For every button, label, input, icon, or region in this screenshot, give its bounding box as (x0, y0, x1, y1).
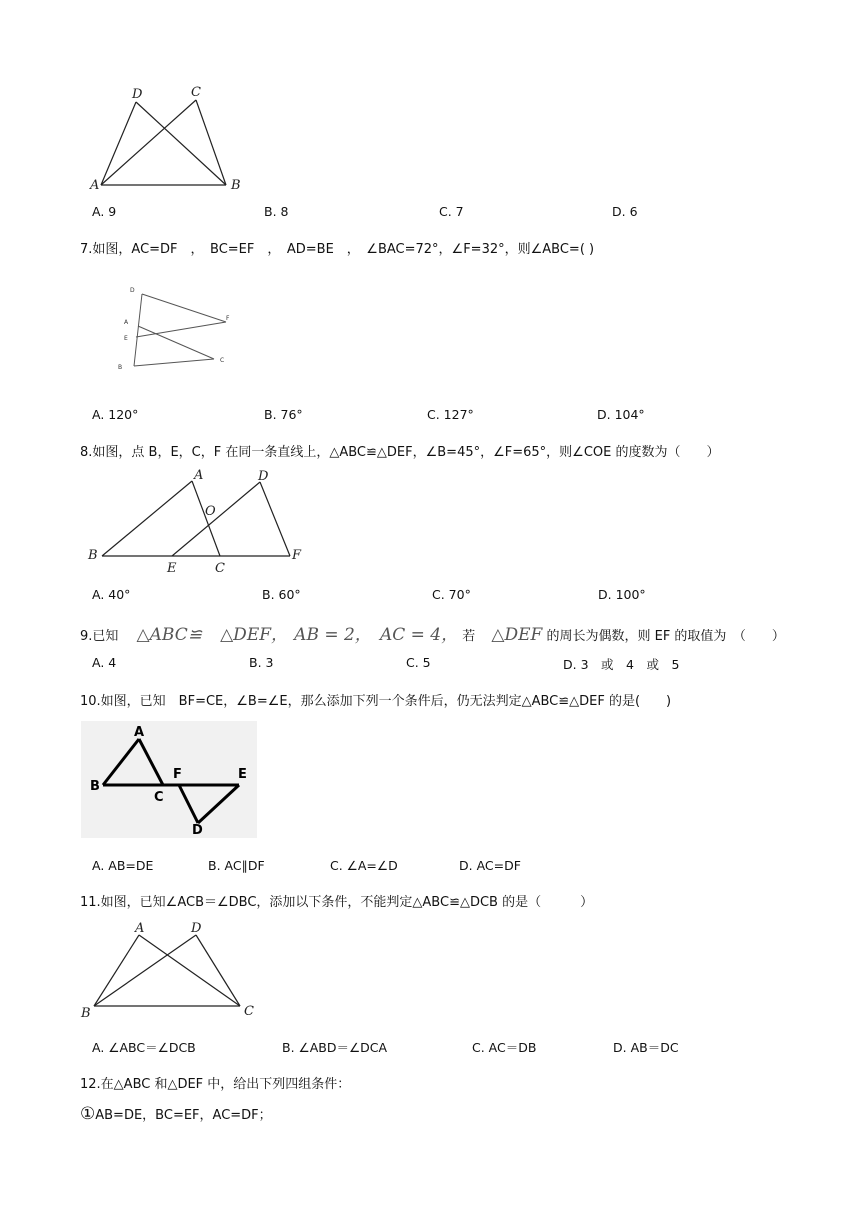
q9-suffix: 的周长为偶数，则 EF 的取值为 （ ） (546, 629, 785, 644)
q10-text: 10.如图，已知 BF=CE，∠B=∠E，那么添加下列一个条件后，仍无法判定△ABC≌△DEF 的是( ) (80, 694, 672, 709)
q12-item-1-text: AB=DE，BC=EF，AC=DF； (95, 1108, 272, 1123)
q11-text: 11.如图，已知∠ACB＝∠DBC，添加以下条件，不能判定△ABC≌△DCB 的是（ ） (80, 895, 594, 910)
q11-option-a: A. ∠ABC＝∠DCB (92, 1040, 196, 1055)
q7-option-b: B. 76° (264, 407, 303, 422)
q7-option-c: C. 127° (427, 407, 474, 422)
q9-text (80, 620, 785, 645)
q7-label-c: C (220, 357, 225, 364)
q8-option-b: B. 60° (262, 587, 301, 602)
q12-item-1-marker: ① (80, 1104, 96, 1124)
q9-prefix: 9.已知 (80, 629, 119, 644)
q9-math-def2: △DEF (491, 625, 543, 645)
q6-option-a: A. 9 (92, 204, 117, 219)
q6-label-c: C (191, 85, 201, 100)
q10-label-e: E (238, 767, 247, 782)
q6-option-d: D. 6 (612, 204, 638, 219)
q9-option-b: B. 3 (249, 655, 274, 670)
q10-label-b: B (90, 779, 100, 794)
q8-label-d: D (258, 469, 269, 484)
q9-math-def: △DEF， (220, 625, 289, 645)
q7-label-d: D (130, 287, 135, 294)
q7-label-b: B (118, 364, 123, 371)
q11-option-b: B. ∠ABD＝∠DCA (282, 1040, 388, 1055)
q6-figure (86, 82, 256, 197)
q6-option-c: C. 7 (439, 204, 464, 219)
q10-option-a: A. AB=DE (92, 858, 154, 873)
q8-option-c: C. 70° (432, 587, 471, 602)
q11-label-c: C (244, 1004, 254, 1019)
q9-mid: 若 (462, 629, 476, 644)
q10-option-c: C. ∠A=∠D (330, 858, 398, 873)
q10-option-b: B. AC∥DF (208, 858, 265, 873)
q6-label-a: A (90, 178, 100, 193)
q10-label-a: A (134, 725, 145, 740)
q11-label-b: B (81, 1006, 91, 1021)
q9-math-ac: AC = 4， (379, 625, 459, 645)
q7-label-a: A (124, 319, 129, 326)
q11-label-a: A (135, 921, 145, 936)
q6-label-b: B (231, 178, 241, 193)
q8-label-a: A (194, 468, 204, 483)
q10-label-f: F (173, 767, 182, 782)
q12-item-1 (80, 1104, 272, 1124)
q8-label-e: E (167, 561, 177, 576)
q8-label-c: C (215, 561, 225, 576)
q12-text: 12.在△ABC 和△DEF 中，给出下列四组条件： (80, 1077, 351, 1092)
q10-option-d: D. AC=DF (459, 858, 521, 873)
q10-label-c: C (154, 790, 164, 805)
q8-option-d: D. 100° (598, 587, 646, 602)
q10-figure (81, 721, 257, 838)
q9-option-d: D. 3 或 4 或 5 (563, 657, 680, 672)
q8-label-o: O (205, 504, 216, 519)
q11-figure (78, 918, 268, 1024)
q10-label-d: D (192, 823, 203, 838)
q8-text: 8.如图，点 B，E，C，F 在同一条直线上，△ABC≌△DEF，∠B=45°，∠F=65°，则∠COE 的度数为（ ） (80, 445, 720, 460)
q11-label-d: D (191, 921, 202, 936)
q8-option-a: A. 40° (92, 587, 131, 602)
q8-label-f: F (292, 548, 302, 563)
q7-text: 7.如图，AC=DF ， BC=EF ， AD=BE ， ∠BAC=72°，∠F=32°，则∠ABC=( ) (80, 242, 595, 257)
q11-option-d: D. AB＝DC (613, 1040, 679, 1055)
q6-option-b: B. 8 (264, 204, 289, 219)
q9-math-abc: △ABC≌ (136, 625, 202, 645)
q9-math-ab: AB = 2， (294, 625, 372, 645)
q9-option-c: C. 5 (406, 655, 431, 670)
q11-option-c: C. AC＝DB (472, 1040, 537, 1055)
q7-option-a: A. 120° (92, 407, 139, 422)
q7-option-d: D. 104° (597, 407, 645, 422)
q6-label-d: D (132, 87, 143, 102)
q7-label-f: F (226, 315, 230, 322)
q8-figure (84, 464, 314, 576)
q7-label-e: E (124, 335, 128, 342)
q8-label-b: B (88, 548, 98, 563)
q7-figure (112, 282, 242, 377)
q9-option-a: A. 4 (92, 655, 117, 670)
